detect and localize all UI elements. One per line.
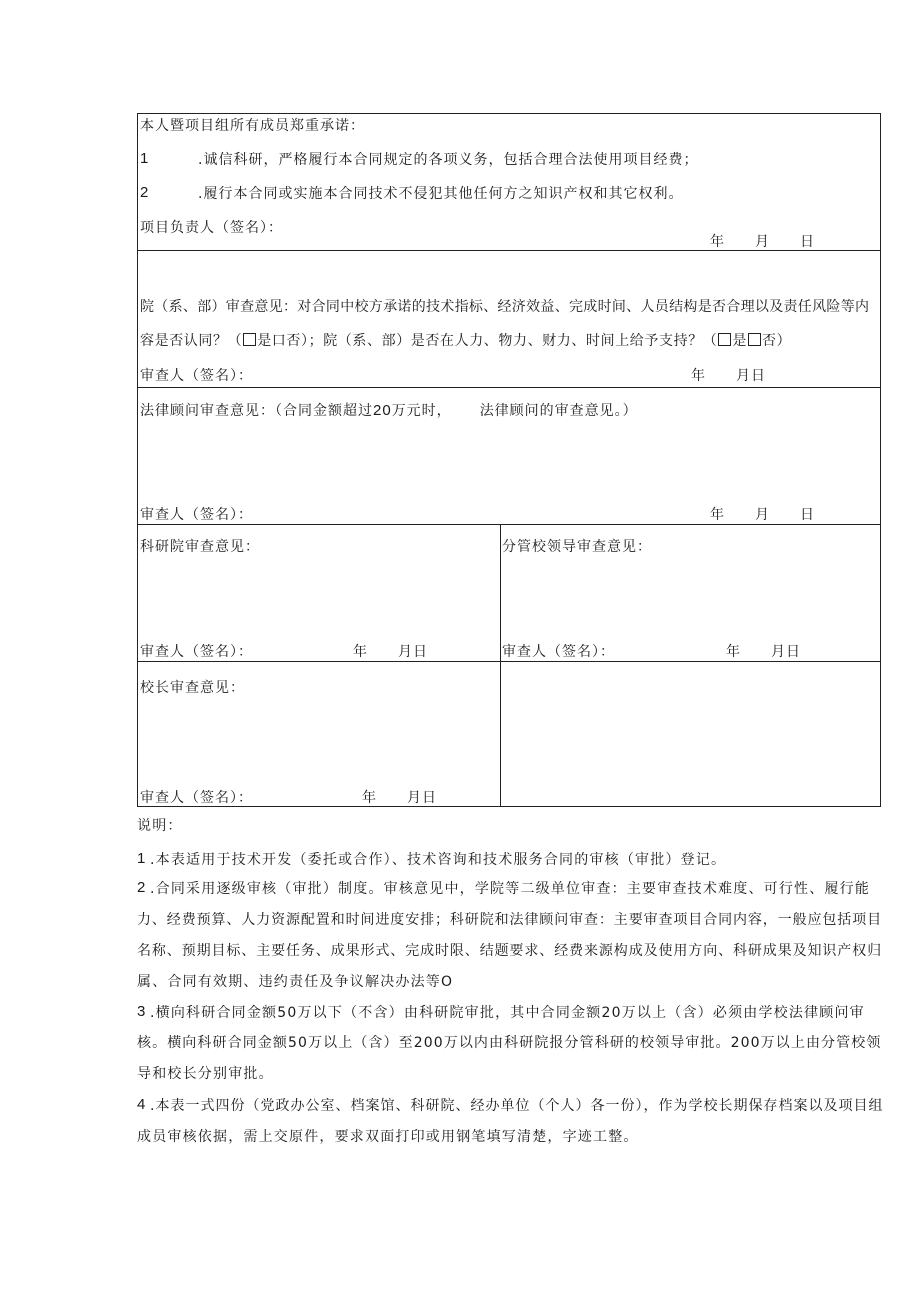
note-3-number: 3 [137,1003,146,1020]
legal-review-amount: 20 [373,402,392,419]
note-4-line-2: 成员审核依据，需上交原件，要求双面打印或用钢笔填写清楚，字迹工整。 [137,1129,639,1145]
notes-heading: 说明： [137,818,183,834]
legal-review-date: 年 月 日 [710,507,815,523]
note-1-number: 1 [137,850,146,867]
note-3-line-1: .横向科研合同金额50万以下（不含）由科研院审批，其中合同金额20万以上（含）必须由学校法律顾问审 [150,1005,865,1021]
note-2-line-4: 属、合同有效期、违约责任及争议解决办法等O [137,974,454,990]
commitment-item-2: .履行本合同或实施本合同技术不侵犯其他任何方之知识产权和其它权利。 [198,186,684,202]
president-review-date: 年 月日 [362,790,437,806]
note-2-line-1: .合同采用逐级审核（审批）制度。审核意见中，学院等二级单位审查：主要审查技术难度、可行性、履行能 [150,881,871,897]
note-4-line-1: .本表一式四份（党政办公室、档案馆、科研院、经办单位（个人）各一份），作为学校长期保存档案以及项目组 [150,1098,884,1114]
note-3-line-2: 核。横向科研合同金额50万以上（含）至200万以内由科研院报分管科研的校领导审批。200万以上由分管校领 [137,1035,882,1051]
row-divider [138,524,880,525]
department-review-date: 年 月日 [691,368,766,384]
legal-review-title-c: 法律顾问的审查意见。） [479,403,638,419]
note-3-line-3: 导和校长分别审批。 [137,1066,274,1082]
leader-review-title: 分管校领导审查意见： [502,539,652,555]
leader-review-date: 年 月日 [726,644,801,660]
commitment-intro: 本人暨项目组所有成员郑重承诺： [140,118,365,134]
department-review-text-c: 是 [732,333,748,349]
research-review-title: 科研院审查意见： [140,539,260,555]
commitment-date: 年 月 日 [710,234,815,250]
president-reviewer-signature-label: 审查人（签名）： [140,790,253,806]
commitment-item-2-number: 2 [140,184,149,201]
checkbox[interactable] [718,333,731,346]
project-leader-signature-label: 项目负责人（签名）： [140,220,283,236]
note-1: .本表适用于技术开发（委托或合作）、技术咨询和技术服务合同的审核（审批）登记。 [150,852,727,868]
legal-review-title-b: 万元时， [391,403,452,419]
legal-review-title-a: 法律顾问审查意见：（合同金额超过 [140,403,373,419]
note-2-line-2: 力、经费预算、人力资源配置和时间进度安排；科研院和法律顾问审查：主要审查项目合同内容，一般应包括项目 [137,912,882,928]
checkbox[interactable] [243,333,256,346]
department-review-text-a: 容是否认同？（ [140,333,243,349]
legal-review-title [140,402,638,420]
note-4-number: 4 [137,1096,146,1113]
legal-reviewer-signature-label: 审查人（签名）： [140,507,253,523]
commitment-item-1: .诚信科研，严格履行本合同规定的各项义务，包括合理合法使用项目经费； [198,152,699,168]
leader-reviewer-signature-label: 审查人（签名）： [502,644,615,660]
research-review-date: 年 月日 [353,644,428,660]
approval-form-table [137,113,881,807]
row-divider [138,387,880,388]
department-review-questions [140,332,791,350]
note-2-line-3: 名称、预期目标、主要任务、成果形式、完成时限、结题要求、经费来源构成及使用方向、科研成果及知识产权归 [137,943,882,959]
department-review-text-b: 是口否）；院（系、部）是否在人力、物力、财力、时间上给予支持？（ [257,333,718,349]
department-reviewer-signature-label: 审查人（签名）： [140,368,253,384]
checkbox[interactable] [748,333,761,346]
note-2-number: 2 [137,879,146,896]
department-review-text: 院（系、部）审查意见：对合同中校方承诺的技术指标、经济效益、完成时间、人员结构是否合理以及责任风险等内 [140,299,870,315]
column-divider [500,524,501,806]
row-divider [138,661,880,662]
research-reviewer-signature-label: 审查人（签名）： [140,644,253,660]
president-review-title: 校长审查意见： [140,680,245,696]
department-review-text-d: 否） [762,333,792,349]
commitment-item-1-number: 1 [140,150,149,167]
